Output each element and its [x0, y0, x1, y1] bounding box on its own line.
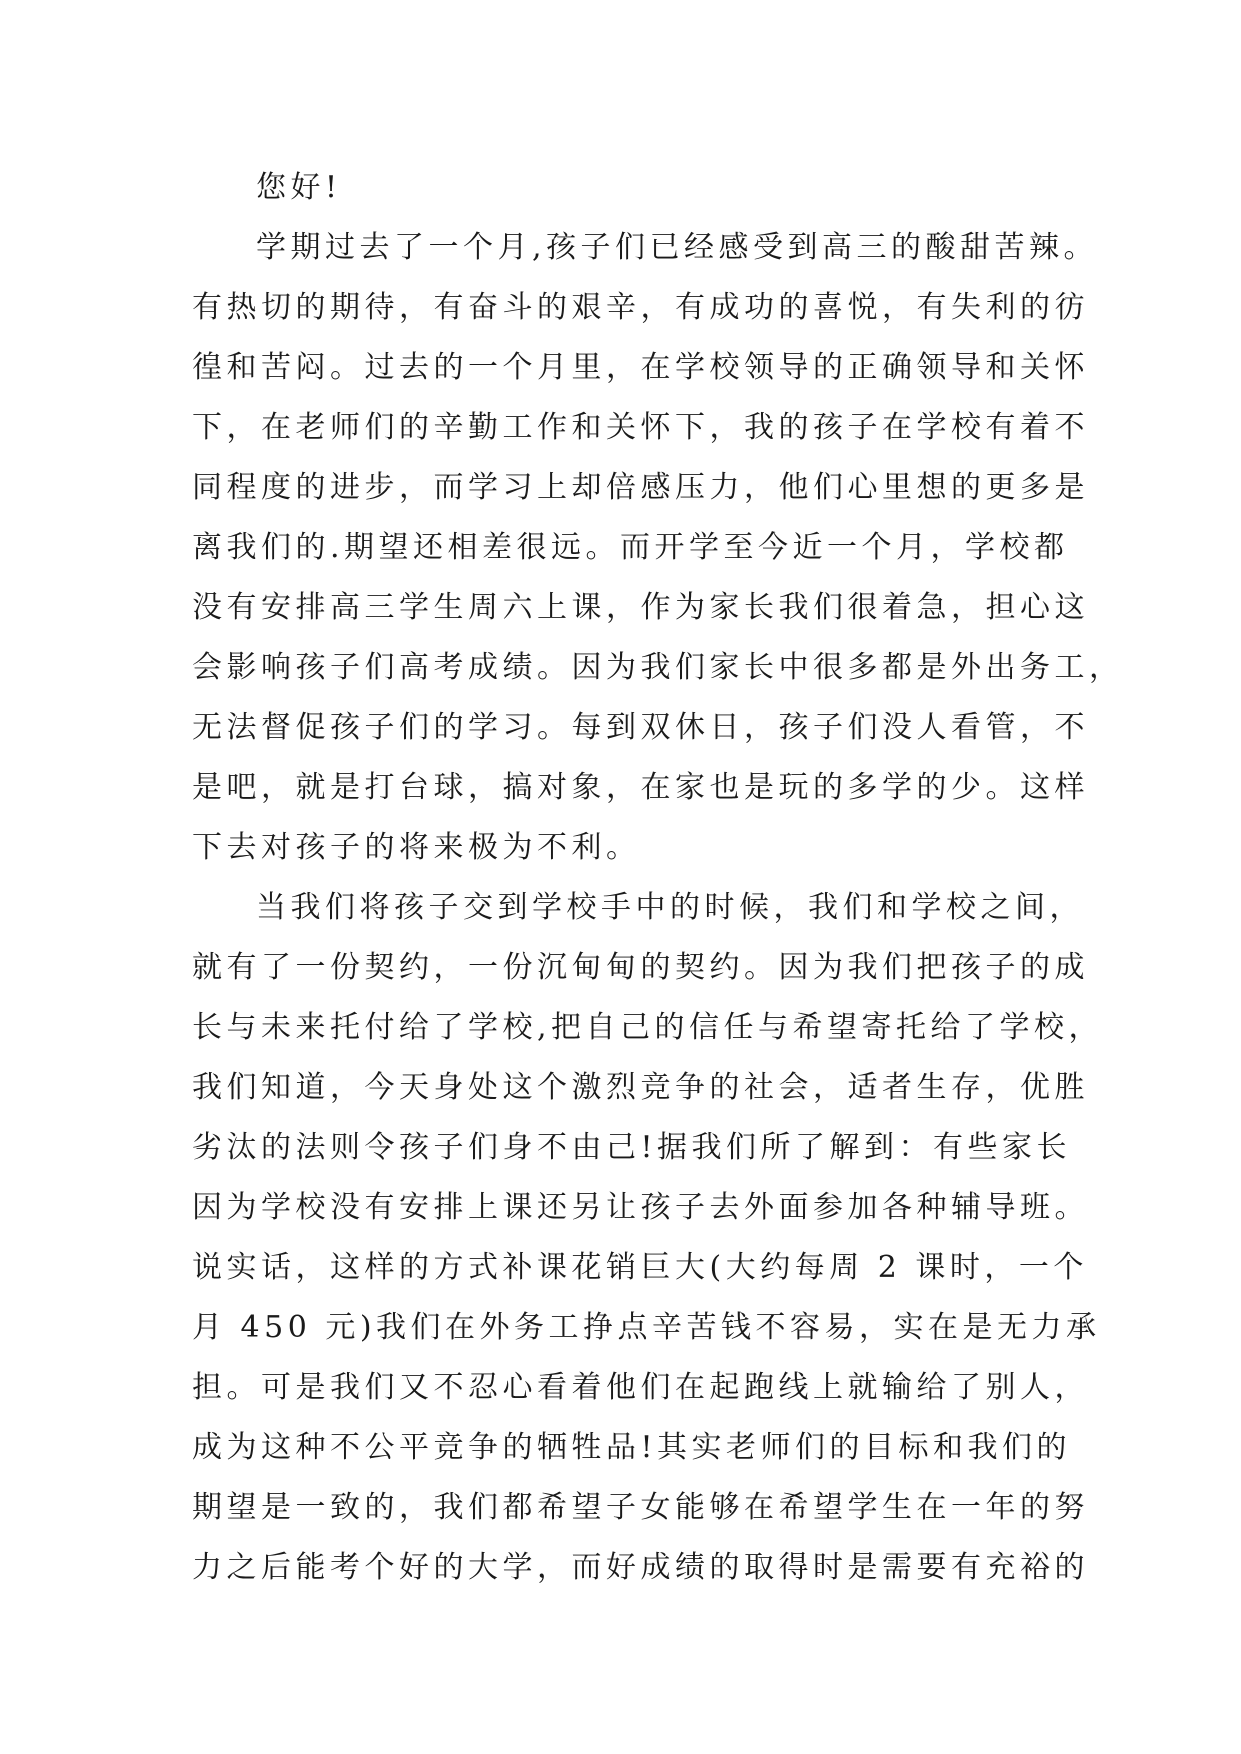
- text-line: 期望是一致的，我们都希望子女能够在希望学生在一年的努: [192, 1490, 1089, 1525]
- text-line: 成为这种不公平竞争的牺牲品!其实老师们的目标和我们的: [192, 1430, 1072, 1465]
- text-line: 力之后能考个好的大学，而好成绩的取得时是需要有充裕的: [192, 1550, 1089, 1585]
- letter-body: [192, 158, 1124, 1598]
- text-line: 是吧，就是打台球，搞对象，在家也是玩的多学的少。这样: [192, 770, 1089, 805]
- text-line: 没有安排高三学生周六上课，作为家长我们很着急，担心这: [192, 590, 1089, 625]
- text-line: 当我们将孩子交到学校手中的时候，我们和学校之间，: [256, 890, 1084, 925]
- text-line: 劣汰的法则令孩子们身不由己!据我们所了解到：有些家长: [192, 1130, 1072, 1165]
- text-line: 我们知道，今天身处这个激烈竞争的社会，适者生存，优胜: [192, 1070, 1089, 1105]
- text-line: 因为学校没有安排上课还另让孩子去外面参加各种辅导班。: [192, 1190, 1089, 1225]
- text-line: 有热切的期待，有奋斗的艰辛，有成功的喜悦，有失利的彷: [192, 290, 1089, 325]
- text-line: 担。可是我们又不忍心看着他们在起跑线上就输给了别人，: [192, 1370, 1089, 1405]
- text-line: 您好!: [256, 170, 342, 205]
- text-line: 会影响孩子们高考成绩。因为我们家长中很多都是外出务工，: [192, 650, 1124, 685]
- text-line: 就有了一份契约，一份沉甸甸的契约。因为我们把孩子的成: [192, 950, 1089, 985]
- text-line: 长与未来托付给了学校,把自己的信任与希望寄托给了学校，: [192, 1010, 1104, 1045]
- text-line: 学期过去了一个月,孩子们已经感受到高三的酸甜苦辣。: [256, 230, 1099, 265]
- text-line: 月 450 元)我们在外务工挣点辛苦钱不容易，实在是无力承: [192, 1310, 1101, 1345]
- text-line: 离我们的.期望还相差很远。而开学至今近一个月，学校都: [192, 530, 1069, 565]
- text-line: 下去对孩子的将来极为不利。: [192, 830, 641, 865]
- text-line: 徨和苦闷。过去的一个月里，在学校领导的正确领导和关怀: [192, 350, 1089, 385]
- text-line: 同程度的进步，而学习上却倍感压力，他们心里想的更多是: [192, 470, 1089, 505]
- text-line: 无法督促孩子们的学习。每到双休日，孩子们没人看管，不: [192, 710, 1089, 745]
- text-line: 说实话，这样的方式补课花销巨大(大约每周 2 课时，一个: [192, 1250, 1088, 1285]
- text-line: 下，在老师们的辛勤工作和关怀下，我的孩子在学校有着不: [192, 410, 1089, 445]
